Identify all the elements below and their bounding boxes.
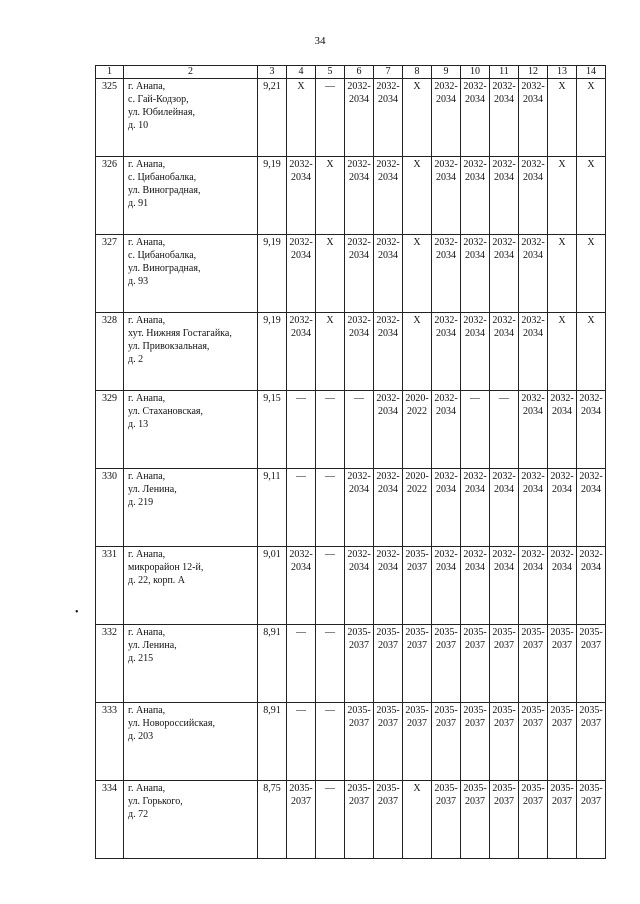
value-cell-c9: 2035- 2037 <box>432 625 461 703</box>
value-cell-c4: 2032- 2034 <box>287 313 316 391</box>
value-cell-c5: — <box>316 391 345 469</box>
value-cell-c3: 8,75 <box>258 781 287 859</box>
address-cell <box>124 469 258 547</box>
value-cell-c8: 2020- 2022 <box>403 391 432 469</box>
value-cell-c10: 2035- 2037 <box>461 703 490 781</box>
value-cell-c14: X <box>577 157 606 235</box>
address-line: с. Цибанобалка, <box>128 250 197 261</box>
row-number: 333 <box>96 703 124 781</box>
value-cell-c11: 2035- 2037 <box>490 625 519 703</box>
address-line: г. Анапа, <box>128 627 166 638</box>
value-cell-c9: 2032- 2034 <box>432 391 461 469</box>
address-line: д. 10 <box>128 120 149 131</box>
value-cell-c9: 2032- 2034 <box>432 235 461 313</box>
value-cell-c10: 2032- 2034 <box>461 79 490 157</box>
header-cell: 1 <box>96 66 124 79</box>
value-cell-c12: 2032- 2034 <box>519 79 548 157</box>
value-cell-c5: — <box>316 469 345 547</box>
value-cell-c6: 2032- 2034 <box>345 469 374 547</box>
value-cell-c3: 9,15 <box>258 391 287 469</box>
address-cell <box>124 625 258 703</box>
value-cell-c12: 2032- 2034 <box>519 313 548 391</box>
table-row <box>96 391 606 469</box>
value-cell-c8: 2035- 2037 <box>403 703 432 781</box>
value-cell-c9: 2032- 2034 <box>432 469 461 547</box>
value-cell-c11: 2032- 2034 <box>490 235 519 313</box>
value-cell-c4: 2032- 2034 <box>287 235 316 313</box>
header-cell: 5 <box>316 66 345 79</box>
address-line: г. Анапа, <box>128 783 166 794</box>
header-cell: 3 <box>258 66 287 79</box>
table-row <box>96 625 606 703</box>
address-line: ул. Виноградная, <box>128 185 201 196</box>
value-cell-c11: 2032- 2034 <box>490 79 519 157</box>
value-cell-c9: 2032- 2034 <box>432 547 461 625</box>
value-cell-c11: — <box>490 391 519 469</box>
value-cell-c13: 2035- 2037 <box>548 703 577 781</box>
value-cell-c3: 9,19 <box>258 157 287 235</box>
value-cell-c3: 9,19 <box>258 313 287 391</box>
value-cell-c4: 2035- 2037 <box>287 781 316 859</box>
value-cell-c5: — <box>316 625 345 703</box>
value-cell-c7: 2032- 2034 <box>374 469 403 547</box>
value-cell-c3: 9,11 <box>258 469 287 547</box>
address-cell <box>124 781 258 859</box>
table-row <box>96 703 606 781</box>
row-number: 331 <box>96 547 124 625</box>
value-cell-c5: — <box>316 703 345 781</box>
value-cell-c10: 2035- 2037 <box>461 625 490 703</box>
value-cell-c7: 2032- 2034 <box>374 235 403 313</box>
header-row <box>96 66 606 79</box>
value-cell-c4: — <box>287 625 316 703</box>
table-row <box>96 79 606 157</box>
header-cell: 12 <box>519 66 548 79</box>
value-cell-c4: 2032- 2034 <box>287 547 316 625</box>
row-number: 334 <box>96 781 124 859</box>
value-cell-c14: 2035- 2037 <box>577 781 606 859</box>
value-cell-c11: 2035- 2037 <box>490 703 519 781</box>
value-cell-c12: 2032- 2034 <box>519 469 548 547</box>
value-cell-c12: 2032- 2034 <box>519 391 548 469</box>
value-cell-c3: 9,21 <box>258 79 287 157</box>
header-cell: 7 <box>374 66 403 79</box>
value-cell-c13: 2035- 2037 <box>548 781 577 859</box>
table-row <box>96 157 606 235</box>
address-line: д. 93 <box>128 276 149 287</box>
address-cell <box>124 547 258 625</box>
address-line: ул. Виноградная, <box>128 263 201 274</box>
value-cell-c4: — <box>287 469 316 547</box>
address-cell <box>124 79 258 157</box>
table-row <box>96 781 606 859</box>
value-cell-c12: 2032- 2034 <box>519 157 548 235</box>
address-line: г. Анапа, <box>128 549 166 560</box>
value-cell-c7: 2032- 2034 <box>374 79 403 157</box>
address-cell <box>124 391 258 469</box>
value-cell-c14: 2032- 2034 <box>577 547 606 625</box>
table-row <box>96 547 606 625</box>
value-cell-c11: 2032- 2034 <box>490 157 519 235</box>
value-cell-c13: 2032- 2034 <box>548 391 577 469</box>
value-cell-c5: X <box>316 157 345 235</box>
value-cell-c7: 2032- 2034 <box>374 391 403 469</box>
address-cell <box>124 313 258 391</box>
address-line: с. Гай-Кодзор, <box>128 94 189 105</box>
table-row <box>96 313 606 391</box>
value-cell-c9: 2035- 2037 <box>432 781 461 859</box>
value-cell-c10: 2032- 2034 <box>461 313 490 391</box>
address-line: г. Анапа, <box>128 159 166 170</box>
row-number: 332 <box>96 625 124 703</box>
value-cell-c14: 2035- 2037 <box>577 703 606 781</box>
address-line: микрорайон 12-й, <box>128 562 204 573</box>
value-cell-c14: X <box>577 79 606 157</box>
value-cell-c11: 2032- 2034 <box>490 469 519 547</box>
header-cell: 13 <box>548 66 577 79</box>
value-cell-c3: 9,01 <box>258 547 287 625</box>
value-cell-c9: 2035- 2037 <box>432 703 461 781</box>
address-cell <box>124 703 258 781</box>
address-line: д. 219 <box>128 497 154 508</box>
value-cell-c11: 2032- 2034 <box>490 313 519 391</box>
address-line: д. 13 <box>128 419 149 430</box>
value-cell-c12: 2032- 2034 <box>519 547 548 625</box>
value-cell-c7: 2032- 2034 <box>374 313 403 391</box>
value-cell-c12: 2035- 2037 <box>519 703 548 781</box>
address-line: г. Анапа, <box>128 705 166 716</box>
page-number: 34 <box>314 35 326 47</box>
value-cell-c6: 2032- 2034 <box>345 313 374 391</box>
address-line: д. 215 <box>128 653 154 664</box>
value-cell-c13: X <box>548 313 577 391</box>
row-number: 327 <box>96 235 124 313</box>
address-line: ул. Привокзальная, <box>128 341 210 352</box>
value-cell-c3: 8,91 <box>258 625 287 703</box>
value-cell-c13: 2032- 2034 <box>548 547 577 625</box>
value-cell-c5: — <box>316 79 345 157</box>
margin-mark: • <box>75 607 79 618</box>
address-cell <box>124 157 258 235</box>
value-cell-c14: X <box>577 313 606 391</box>
row-number: 330 <box>96 469 124 547</box>
schedule-table <box>95 65 606 859</box>
value-cell-c14: 2032- 2034 <box>577 469 606 547</box>
value-cell-c7: 2032- 2034 <box>374 157 403 235</box>
value-cell-c6: — <box>345 391 374 469</box>
header-cell: 11 <box>490 66 519 79</box>
value-cell-c7: 2035- 2037 <box>374 703 403 781</box>
value-cell-c9: 2032- 2034 <box>432 79 461 157</box>
value-cell-c5: X <box>316 313 345 391</box>
value-cell-c8: X <box>403 79 432 157</box>
header-cell: 10 <box>461 66 490 79</box>
row-number: 328 <box>96 313 124 391</box>
row-number: 325 <box>96 79 124 157</box>
address-line: г. Анапа, <box>128 81 166 92</box>
row-number: 329 <box>96 391 124 469</box>
address-line: ул. Новороссийская, <box>128 718 215 729</box>
value-cell-c13: 2035- 2037 <box>548 625 577 703</box>
address-line: ул. Ленина, <box>128 484 177 495</box>
header-cell: 8 <box>403 66 432 79</box>
value-cell-c6: 2035- 2037 <box>345 625 374 703</box>
header-cell: 4 <box>287 66 316 79</box>
value-cell-c12: 2035- 2037 <box>519 781 548 859</box>
value-cell-c7: 2035- 2037 <box>374 625 403 703</box>
address-line: д. 72 <box>128 809 149 820</box>
address-line: ул. Горького, <box>128 796 183 807</box>
table-row <box>96 235 606 313</box>
value-cell-c10: 2032- 2034 <box>461 235 490 313</box>
address-line: г. Анапа, <box>128 237 166 248</box>
address-line: ул. Ленина, <box>128 640 177 651</box>
value-cell-c11: 2035- 2037 <box>490 781 519 859</box>
address-line: д. 2 <box>128 354 144 365</box>
value-cell-c12: 2032- 2034 <box>519 235 548 313</box>
header-cell: 6 <box>345 66 374 79</box>
table-row <box>96 469 606 547</box>
address-line: ул. Стахановская, <box>128 406 204 417</box>
address-line: д. 91 <box>128 198 149 209</box>
header-cell: 2 <box>124 66 258 79</box>
value-cell-c8: 2035- 2037 <box>403 625 432 703</box>
value-cell-c7: 2032- 2034 <box>374 547 403 625</box>
value-cell-c8: X <box>403 781 432 859</box>
value-cell-c9: 2032- 2034 <box>432 157 461 235</box>
address-line: ул. Юбилейная, <box>128 107 195 118</box>
value-cell-c10: 2032- 2034 <box>461 469 490 547</box>
value-cell-c5: X <box>316 235 345 313</box>
value-cell-c13: X <box>548 157 577 235</box>
value-cell-c8: X <box>403 235 432 313</box>
value-cell-c8: 2020- 2022 <box>403 469 432 547</box>
value-cell-c8: X <box>403 157 432 235</box>
value-cell-c5: — <box>316 781 345 859</box>
row-number: 326 <box>96 157 124 235</box>
value-cell-c10: 2032- 2034 <box>461 157 490 235</box>
address-line: г. Анапа, <box>128 471 166 482</box>
address-line: с. Цибанобалка, <box>128 172 197 183</box>
value-cell-c4: — <box>287 391 316 469</box>
address-line: г. Анапа, <box>128 393 166 404</box>
value-cell-c8: X <box>403 313 432 391</box>
value-cell-c14: 2035- 2037 <box>577 625 606 703</box>
address-line: д. 22, корп. А <box>128 575 186 586</box>
value-cell-c6: 2035- 2037 <box>345 703 374 781</box>
value-cell-c10: 2032- 2034 <box>461 547 490 625</box>
header-cell: 14 <box>577 66 606 79</box>
address-line: хут. Нижняя Гостагайка, <box>128 328 232 339</box>
value-cell-c6: 2032- 2034 <box>345 235 374 313</box>
value-cell-c12: 2035- 2037 <box>519 625 548 703</box>
value-cell-c8: 2035- 2037 <box>403 547 432 625</box>
value-cell-c6: 2035- 2037 <box>345 781 374 859</box>
header-cell: 9 <box>432 66 461 79</box>
address-line: д. 203 <box>128 731 154 742</box>
value-cell-c3: 8,91 <box>258 703 287 781</box>
value-cell-c9: 2032- 2034 <box>432 313 461 391</box>
value-cell-c11: 2032- 2034 <box>490 547 519 625</box>
address-cell <box>124 235 258 313</box>
value-cell-c4: X <box>287 79 316 157</box>
value-cell-c10: — <box>461 391 490 469</box>
value-cell-c6: 2032- 2034 <box>345 547 374 625</box>
value-cell-c14: 2032- 2034 <box>577 391 606 469</box>
value-cell-c13: 2032- 2034 <box>548 469 577 547</box>
value-cell-c13: X <box>548 79 577 157</box>
value-cell-c13: X <box>548 235 577 313</box>
value-cell-c6: 2032- 2034 <box>345 79 374 157</box>
value-cell-c4: — <box>287 703 316 781</box>
value-cell-c3: 9,19 <box>258 235 287 313</box>
value-cell-c5: — <box>316 547 345 625</box>
value-cell-c6: 2032- 2034 <box>345 157 374 235</box>
table-body <box>96 79 606 859</box>
address-line: г. Анапа, <box>128 315 166 326</box>
value-cell-c4: 2032- 2034 <box>287 157 316 235</box>
value-cell-c7: 2035- 2037 <box>374 781 403 859</box>
value-cell-c14: X <box>577 235 606 313</box>
value-cell-c10: 2035- 2037 <box>461 781 490 859</box>
